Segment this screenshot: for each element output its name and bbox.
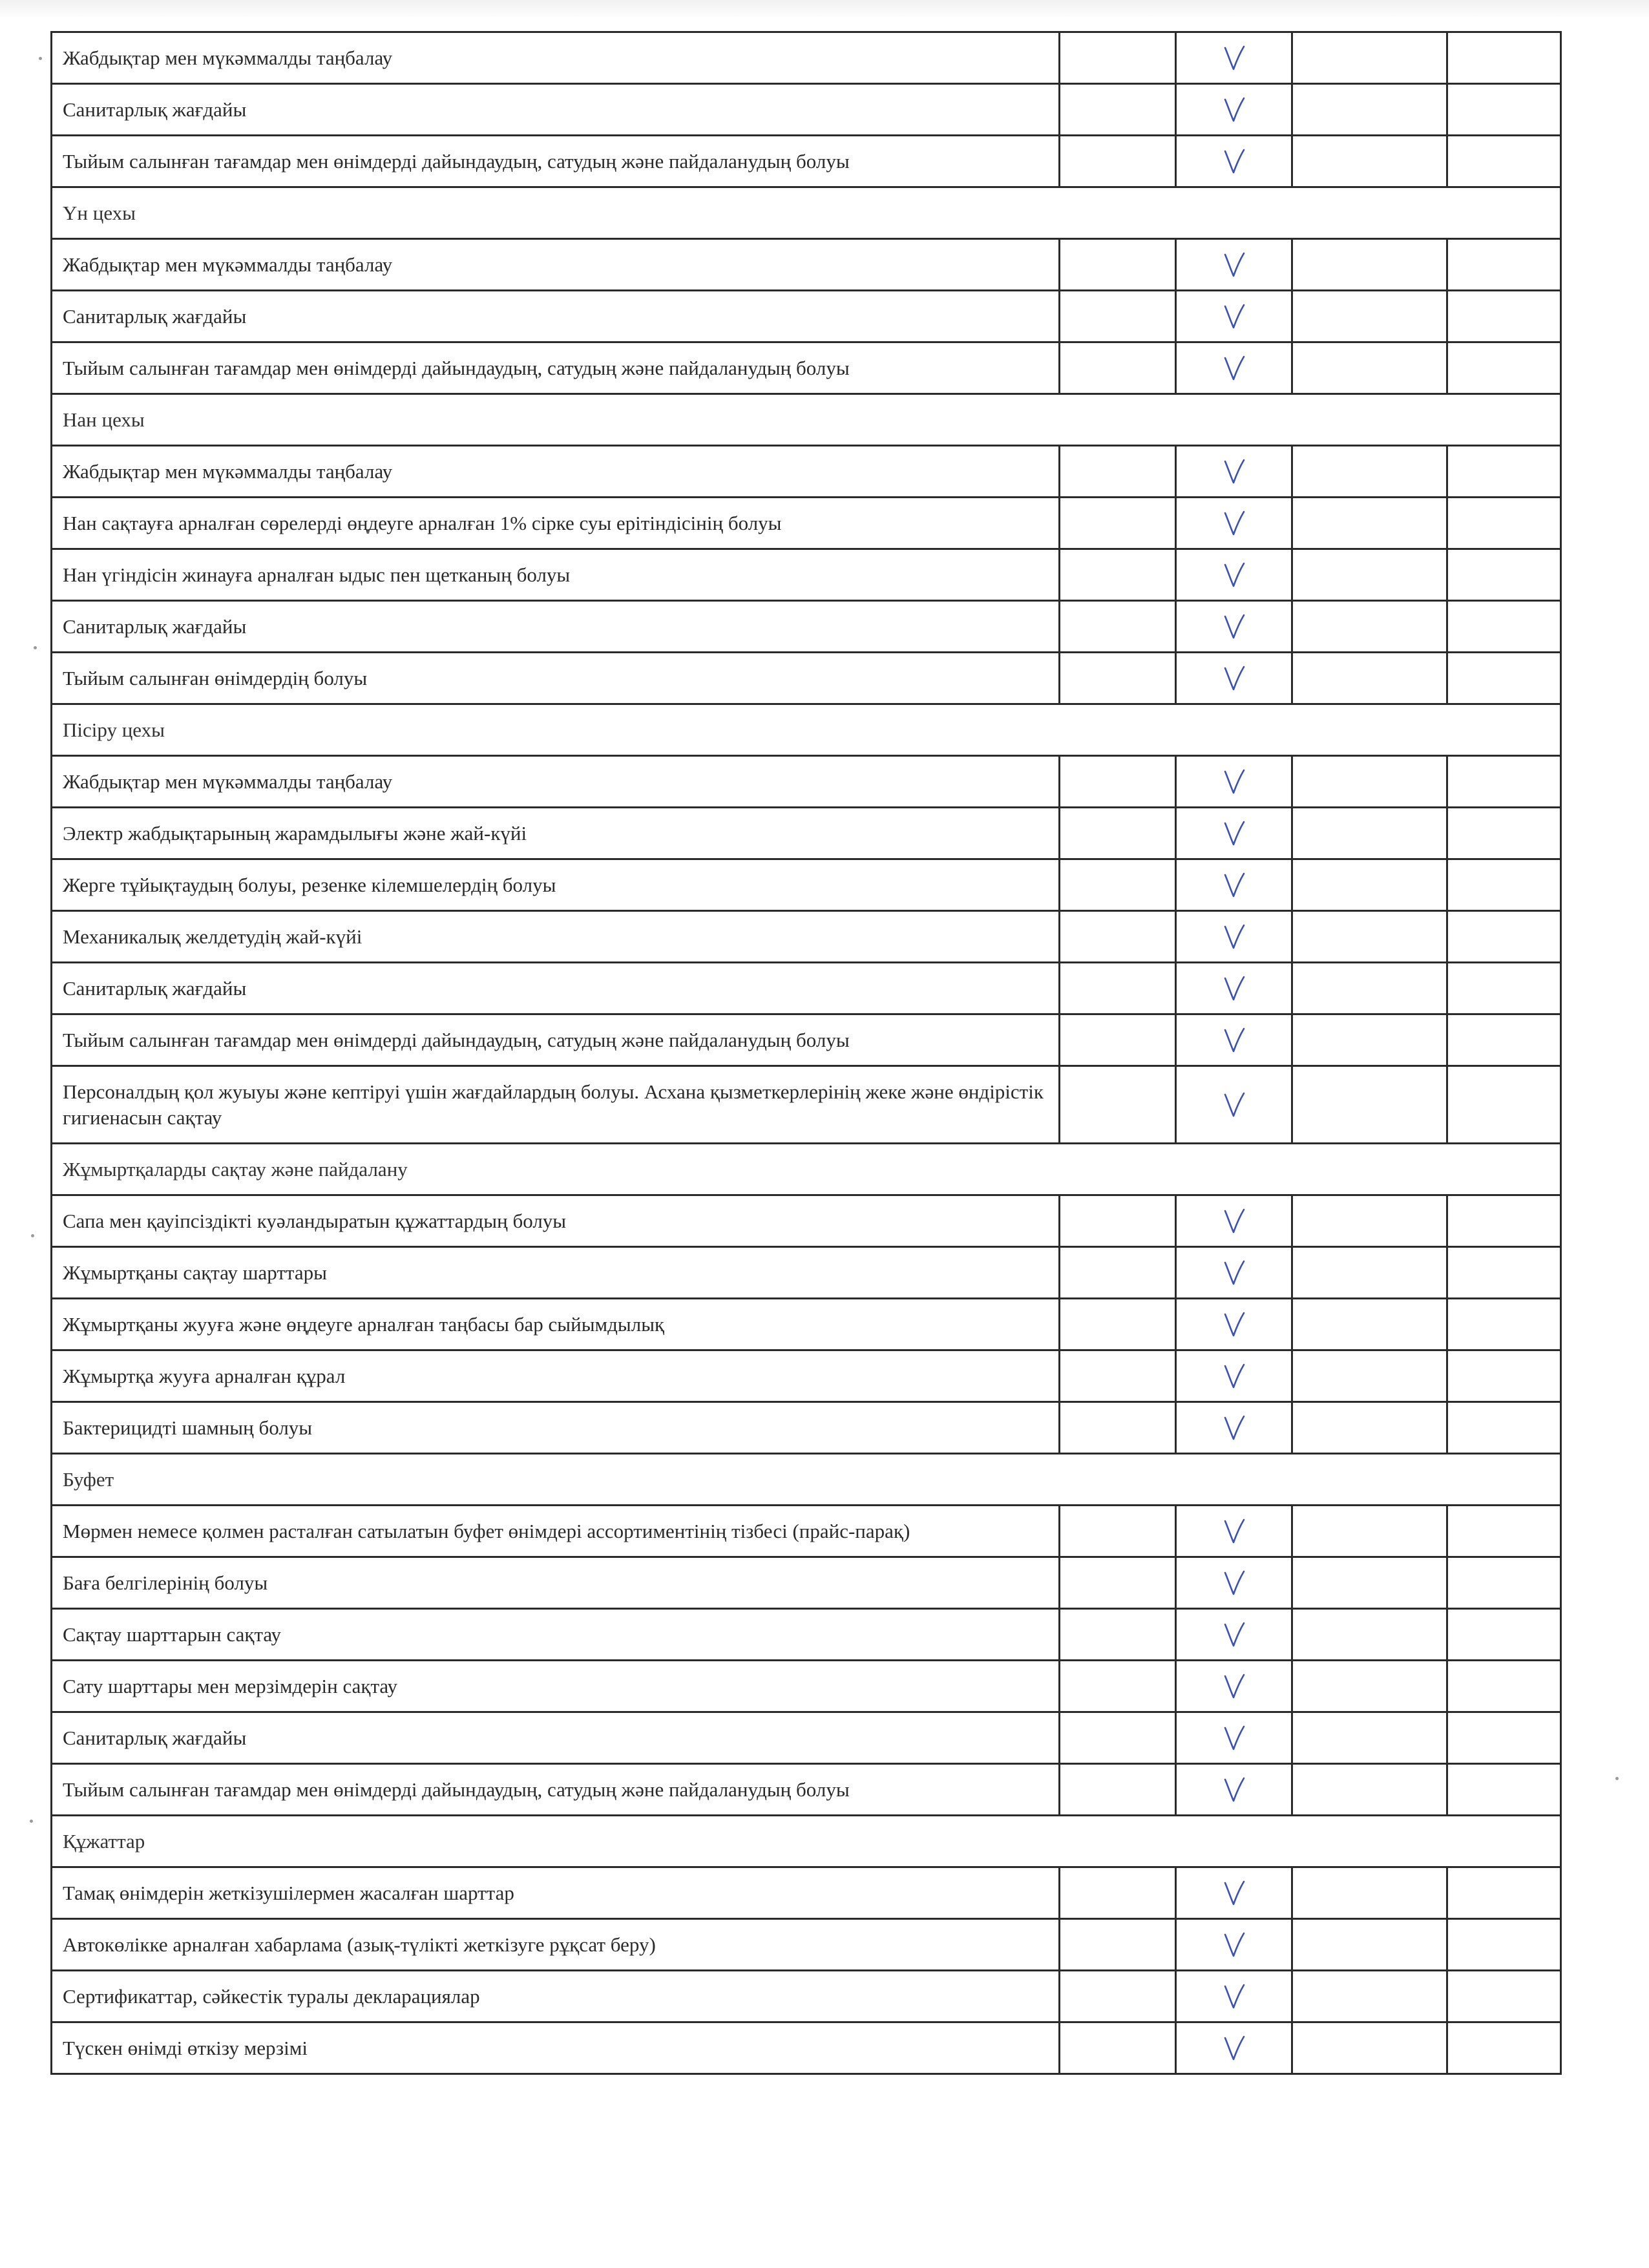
criterion-text: Бактерицидті шамның болуы [52, 1402, 1060, 1454]
checklist-row [52, 1247, 1561, 1299]
empty-cell [1447, 1712, 1561, 1764]
empty-cell [1447, 1557, 1561, 1609]
section-header-row [52, 1144, 1561, 1195]
section-header-row [52, 704, 1561, 756]
criterion-text: Баға белгілерінің болуы [52, 1557, 1060, 1609]
empty-cell [1292, 1014, 1447, 1066]
criterion-text: Жабдықтар мен мүкәммалды таңбалау [52, 32, 1060, 84]
empty-cell [1060, 291, 1176, 342]
empty-cell [1060, 1402, 1176, 1454]
checklist-row [52, 963, 1561, 1014]
checkmark-cell [1176, 1712, 1292, 1764]
criterion-text: Санитарлық жағдайы [52, 84, 1060, 136]
checkmark-cell [1176, 756, 1292, 808]
empty-cell [1447, 1195, 1561, 1247]
scan-speck [30, 1820, 33, 1823]
checklist-row [52, 808, 1561, 859]
empty-cell [1447, 653, 1561, 704]
checkmark-cell [1176, 859, 1292, 911]
checkmark-cell [1176, 1661, 1292, 1712]
empty-cell [1447, 1299, 1561, 1350]
checkmark-cell [1176, 601, 1292, 653]
empty-cell [1060, 1247, 1176, 1299]
empty-cell [1292, 498, 1447, 549]
checkmark-cell [1176, 1299, 1292, 1350]
empty-cell [1292, 1609, 1447, 1661]
empty-cell [1060, 1506, 1176, 1557]
checkmark-cell [1176, 1764, 1292, 1816]
empty-cell [1447, 239, 1561, 291]
criterion-text: Санитарлық жағдайы [52, 291, 1060, 342]
criterion-text: Жұмыртқаны сақтау шарттары [52, 1247, 1060, 1299]
section-header-row [52, 394, 1561, 446]
checklist-row [52, 1195, 1561, 1247]
empty-cell [1060, 1867, 1176, 1919]
checklist-row [52, 1014, 1561, 1066]
empty-cell [1292, 1661, 1447, 1712]
empty-cell [1447, 342, 1561, 394]
handwritten-check-icon [1221, 1414, 1247, 1442]
criterion-text: Тыйым салынған тағамдар мен өнімдерді дайындаудың, сатудың және пайдаланудың болуы [52, 136, 1060, 187]
checklist-row [52, 1661, 1561, 1712]
empty-cell [1292, 1066, 1447, 1144]
empty-cell [1060, 859, 1176, 911]
empty-cell [1060, 32, 1176, 84]
scan-speck [1615, 1777, 1619, 1780]
checkmark-cell [1176, 239, 1292, 291]
empty-cell [1060, 653, 1176, 704]
checklist-row [52, 1402, 1561, 1454]
checklist-row [52, 1506, 1561, 1557]
criterion-text: Жабдықтар мен мүкәммалды таңбалау [52, 756, 1060, 808]
empty-cell [1060, 911, 1176, 963]
handwritten-check-icon [1221, 96, 1247, 124]
empty-cell [1447, 84, 1561, 136]
checkmark-cell [1176, 136, 1292, 187]
empty-cell [1447, 963, 1561, 1014]
section-title: Пісіру цехы [52, 704, 1561, 756]
empty-cell [1060, 1014, 1176, 1066]
checklist-row [52, 2022, 1561, 2074]
empty-cell [1292, 1506, 1447, 1557]
handwritten-check-icon [1221, 1207, 1247, 1235]
criterion-text: Жерге тұйықтаудың болуы, резенке кілемшелердің болуы [52, 859, 1060, 911]
empty-cell [1447, 1506, 1561, 1557]
empty-cell [1060, 1609, 1176, 1661]
section-title: Үн цехы [52, 187, 1561, 239]
empty-cell [1447, 549, 1561, 601]
checklist-row [52, 1299, 1561, 1350]
checkmark-cell [1176, 446, 1292, 498]
checkmark-cell [1176, 911, 1292, 963]
checkmark-cell [1176, 1506, 1292, 1557]
handwritten-check-icon [1221, 561, 1247, 589]
empty-cell [1447, 498, 1561, 549]
empty-cell [1447, 1066, 1561, 1144]
checklist-row [52, 1609, 1561, 1661]
checklist-row [52, 1350, 1561, 1402]
checklist-row [52, 136, 1561, 187]
empty-cell [1447, 601, 1561, 653]
checkmark-cell [1176, 2022, 1292, 2074]
empty-cell [1447, 911, 1561, 963]
empty-cell [1447, 1247, 1561, 1299]
criterion-text: Механикалық желдетудің жай-күйі [52, 911, 1060, 963]
handwritten-check-icon [1221, 2034, 1247, 2063]
empty-cell [1292, 653, 1447, 704]
checklist-row [52, 1557, 1561, 1609]
section-title: Құжаттар [52, 1816, 1561, 1867]
empty-cell [1292, 1402, 1447, 1454]
empty-cell [1447, 136, 1561, 187]
criterion-text: Тыйым салынған тағамдар мен өнімдерді дайындаудың, сатудың және пайдаланудың болуы [52, 342, 1060, 394]
checkmark-cell [1176, 1609, 1292, 1661]
criterion-text: Жабдықтар мен мүкәммалды таңбалау [52, 239, 1060, 291]
section-title: Нан цехы [52, 394, 1561, 446]
empty-cell [1060, 84, 1176, 136]
empty-cell [1447, 1609, 1561, 1661]
empty-cell [1447, 32, 1561, 84]
criterion-text: Тыйым салынған тағамдар мен өнімдерді дайындаудың, сатудың және пайдаланудың болуы [52, 1764, 1060, 1816]
empty-cell [1447, 446, 1561, 498]
criterion-text: Жабдықтар мен мүкәммалды таңбалау [52, 446, 1060, 498]
empty-cell [1060, 2022, 1176, 2074]
checkmark-cell [1176, 808, 1292, 859]
criterion-text: Тамақ өнімдерін жеткізушілермен жасалған шарттар [52, 1867, 1060, 1919]
empty-cell [1060, 1066, 1176, 1144]
checklist-row [52, 291, 1561, 342]
checklist-row [52, 653, 1561, 704]
checklist-row [52, 756, 1561, 808]
empty-cell [1060, 601, 1176, 653]
checkmark-cell [1176, 291, 1292, 342]
empty-cell [1060, 1712, 1176, 1764]
criterion-text: Сату шарттары мен мерзімдерін сақтау [52, 1661, 1060, 1712]
empty-cell [1447, 1014, 1561, 1066]
handwritten-check-icon [1221, 613, 1247, 641]
empty-cell [1447, 1764, 1561, 1816]
empty-cell [1292, 84, 1447, 136]
empty-cell [1060, 1764, 1176, 1816]
empty-cell [1060, 239, 1176, 291]
scan-speck [39, 57, 42, 60]
checkmark-cell [1176, 498, 1292, 549]
handwritten-check-icon [1221, 44, 1247, 72]
empty-cell [1060, 756, 1176, 808]
checklist-row [52, 1919, 1561, 1971]
empty-cell [1292, 1350, 1447, 1402]
empty-cell [1292, 1971, 1447, 2022]
handwritten-check-icon [1221, 302, 1247, 331]
empty-cell [1060, 1971, 1176, 2022]
handwritten-check-icon [1221, 768, 1247, 796]
checklist-row [52, 1971, 1561, 2022]
checkmark-cell [1176, 1014, 1292, 1066]
empty-cell [1292, 239, 1447, 291]
checklist-row [52, 446, 1561, 498]
checklist-row [52, 342, 1561, 394]
criterion-text: Мөрмен немесе қолмен расталған сатылатын буфет өнімдері ассортиментінің тізбесі (прайс-парақ) [52, 1506, 1060, 1557]
handwritten-check-icon [1221, 509, 1247, 538]
handwritten-check-icon [1221, 923, 1247, 951]
handwritten-check-icon [1221, 1776, 1247, 1804]
criterion-text: Тыйым салынған өнімдердің болуы [52, 653, 1060, 704]
checklist-row [52, 32, 1561, 84]
scan-speck [31, 1234, 34, 1237]
empty-cell [1447, 291, 1561, 342]
empty-cell [1060, 1661, 1176, 1712]
empty-cell [1292, 291, 1447, 342]
empty-cell [1447, 1971, 1561, 2022]
empty-cell [1447, 1402, 1561, 1454]
criterion-text: Персоналдың қол жуыуы және кептіруі үшін жағдайлардың болуы. Асхана қызметкерлерінің жеке және өндірістік гигиенасын сақтау [52, 1066, 1060, 1144]
empty-cell [1447, 1350, 1561, 1402]
checkmark-cell [1176, 1557, 1292, 1609]
checklist-row [52, 239, 1561, 291]
empty-cell [1447, 859, 1561, 911]
empty-cell [1060, 1299, 1176, 1350]
empty-cell [1292, 32, 1447, 84]
empty-cell [1292, 1712, 1447, 1764]
checklist-row [52, 1867, 1561, 1919]
handwritten-check-icon [1221, 1724, 1247, 1752]
checkmark-cell [1176, 1867, 1292, 1919]
empty-cell [1060, 549, 1176, 601]
checklist-row [52, 911, 1561, 963]
empty-cell [1292, 2022, 1447, 2074]
empty-cell [1447, 2022, 1561, 2074]
handwritten-check-icon [1221, 251, 1247, 279]
checkmark-cell [1176, 963, 1292, 1014]
handwritten-check-icon [1221, 1621, 1247, 1649]
empty-cell [1292, 342, 1447, 394]
checkmark-cell [1176, 1402, 1292, 1454]
handwritten-check-icon [1221, 147, 1247, 176]
checklist-row [52, 601, 1561, 653]
checkmark-cell [1176, 549, 1292, 601]
empty-cell [1292, 756, 1447, 808]
handwritten-check-icon [1221, 871, 1247, 899]
checkmark-cell [1176, 653, 1292, 704]
handwritten-check-icon [1221, 664, 1247, 693]
criterion-text: Жұмыртқаны жууға және өңдеуге арналған таңбасы бар сыйымдылық [52, 1299, 1060, 1350]
empty-cell [1292, 1247, 1447, 1299]
empty-cell [1292, 963, 1447, 1014]
criterion-text: Сапа мен қауіпсіздікті куәландыратын құжаттардың болуы [52, 1195, 1060, 1247]
empty-cell [1292, 136, 1447, 187]
checklist-row [52, 1712, 1561, 1764]
checkmark-cell [1176, 1971, 1292, 2022]
handwritten-check-icon [1221, 1310, 1247, 1339]
empty-cell [1060, 1350, 1176, 1402]
handwritten-check-icon [1221, 1931, 1247, 1959]
criterion-text: Санитарлық жағдайы [52, 963, 1060, 1014]
empty-cell [1447, 808, 1561, 859]
checklist-row [52, 1764, 1561, 1816]
empty-cell [1292, 446, 1447, 498]
empty-cell [1292, 1557, 1447, 1609]
checkmark-cell [1176, 1066, 1292, 1144]
handwritten-check-icon [1221, 1026, 1247, 1055]
empty-cell [1292, 808, 1447, 859]
criterion-text: Автокөлікке арналған хабарлама (азық-түлікті жеткізуге рұқсат беру) [52, 1919, 1060, 1971]
empty-cell [1292, 1195, 1447, 1247]
empty-cell [1292, 601, 1447, 653]
empty-cell [1292, 911, 1447, 963]
empty-cell [1292, 1299, 1447, 1350]
scan-top-edge [0, 0, 1649, 19]
checklist-row [52, 859, 1561, 911]
criterion-text: Санитарлық жағдайы [52, 1712, 1060, 1764]
criterion-text: Электр жабдықтарының жарамдылығы және жай-күйі [52, 808, 1060, 859]
empty-cell [1292, 549, 1447, 601]
section-title: Буфет [52, 1454, 1561, 1506]
section-header-row [52, 187, 1561, 239]
handwritten-check-icon [1221, 1569, 1247, 1597]
empty-cell [1447, 1867, 1561, 1919]
empty-cell [1060, 1919, 1176, 1971]
empty-cell [1060, 498, 1176, 549]
empty-cell [1292, 859, 1447, 911]
handwritten-check-icon [1221, 974, 1247, 1003]
handwritten-check-icon [1221, 1259, 1247, 1287]
criterion-text: Сақтау шарттарын сақтау [52, 1609, 1060, 1661]
criterion-text: Тыйым салынған тағамдар мен өнімдерді дайындаудың, сатудың және пайдаланудың болуы [52, 1014, 1060, 1066]
empty-cell [1060, 136, 1176, 187]
empty-cell [1060, 1195, 1176, 1247]
empty-cell [1447, 1919, 1561, 1971]
handwritten-check-icon [1221, 354, 1247, 383]
criterion-text: Санитарлық жағдайы [52, 601, 1060, 653]
handwritten-check-icon [1221, 1517, 1247, 1546]
criterion-text: Түскен өнімді өткізу мерзімі [52, 2022, 1060, 2074]
handwritten-check-icon [1221, 457, 1247, 486]
handwritten-check-icon [1221, 1982, 1247, 2011]
checklist-row [52, 498, 1561, 549]
scan-speck [34, 646, 37, 649]
checkmark-cell [1176, 1247, 1292, 1299]
empty-cell [1292, 1919, 1447, 1971]
empty-cell [1060, 808, 1176, 859]
empty-cell [1060, 446, 1176, 498]
checklist-row [52, 549, 1561, 601]
checkmark-cell [1176, 342, 1292, 394]
criterion-text: Жұмыртқа жууға арналған құрал [52, 1350, 1060, 1402]
checkmark-cell [1176, 1919, 1292, 1971]
checklist-row [52, 84, 1561, 136]
empty-cell [1292, 1867, 1447, 1919]
checkmark-cell [1176, 1350, 1292, 1402]
empty-cell [1447, 1661, 1561, 1712]
section-header-row [52, 1816, 1561, 1867]
empty-cell [1060, 342, 1176, 394]
empty-cell [1447, 756, 1561, 808]
empty-cell [1060, 963, 1176, 1014]
criterion-text: Нан үгіндісін жинауға арналған ыдыс пен щетканың болуы [52, 549, 1060, 601]
handwritten-check-icon [1221, 819, 1247, 848]
checkmark-cell [1176, 84, 1292, 136]
handwritten-check-icon [1221, 1091, 1247, 1119]
checkmark-cell [1176, 1195, 1292, 1247]
checkmark-cell [1176, 32, 1292, 84]
criterion-text: Нан сақтауға арналған сөрелерді өңдеуге арналған 1% сірке суы ерітіндісінің болуы [52, 498, 1060, 549]
handwritten-check-icon [1221, 1672, 1247, 1701]
section-title: Жұмыртқаларды сақтау және пайдалану [52, 1144, 1561, 1195]
section-header-row [52, 1454, 1561, 1506]
handwritten-check-icon [1221, 1879, 1247, 1907]
handwritten-check-icon [1221, 1362, 1247, 1391]
criterion-text: Сертификаттар, сәйкестік туралы декларациялар [52, 1971, 1060, 2022]
empty-cell [1060, 1557, 1176, 1609]
empty-cell [1292, 1764, 1447, 1816]
inspection-checklist-table [50, 31, 1562, 2075]
checklist-row [52, 1066, 1561, 1144]
